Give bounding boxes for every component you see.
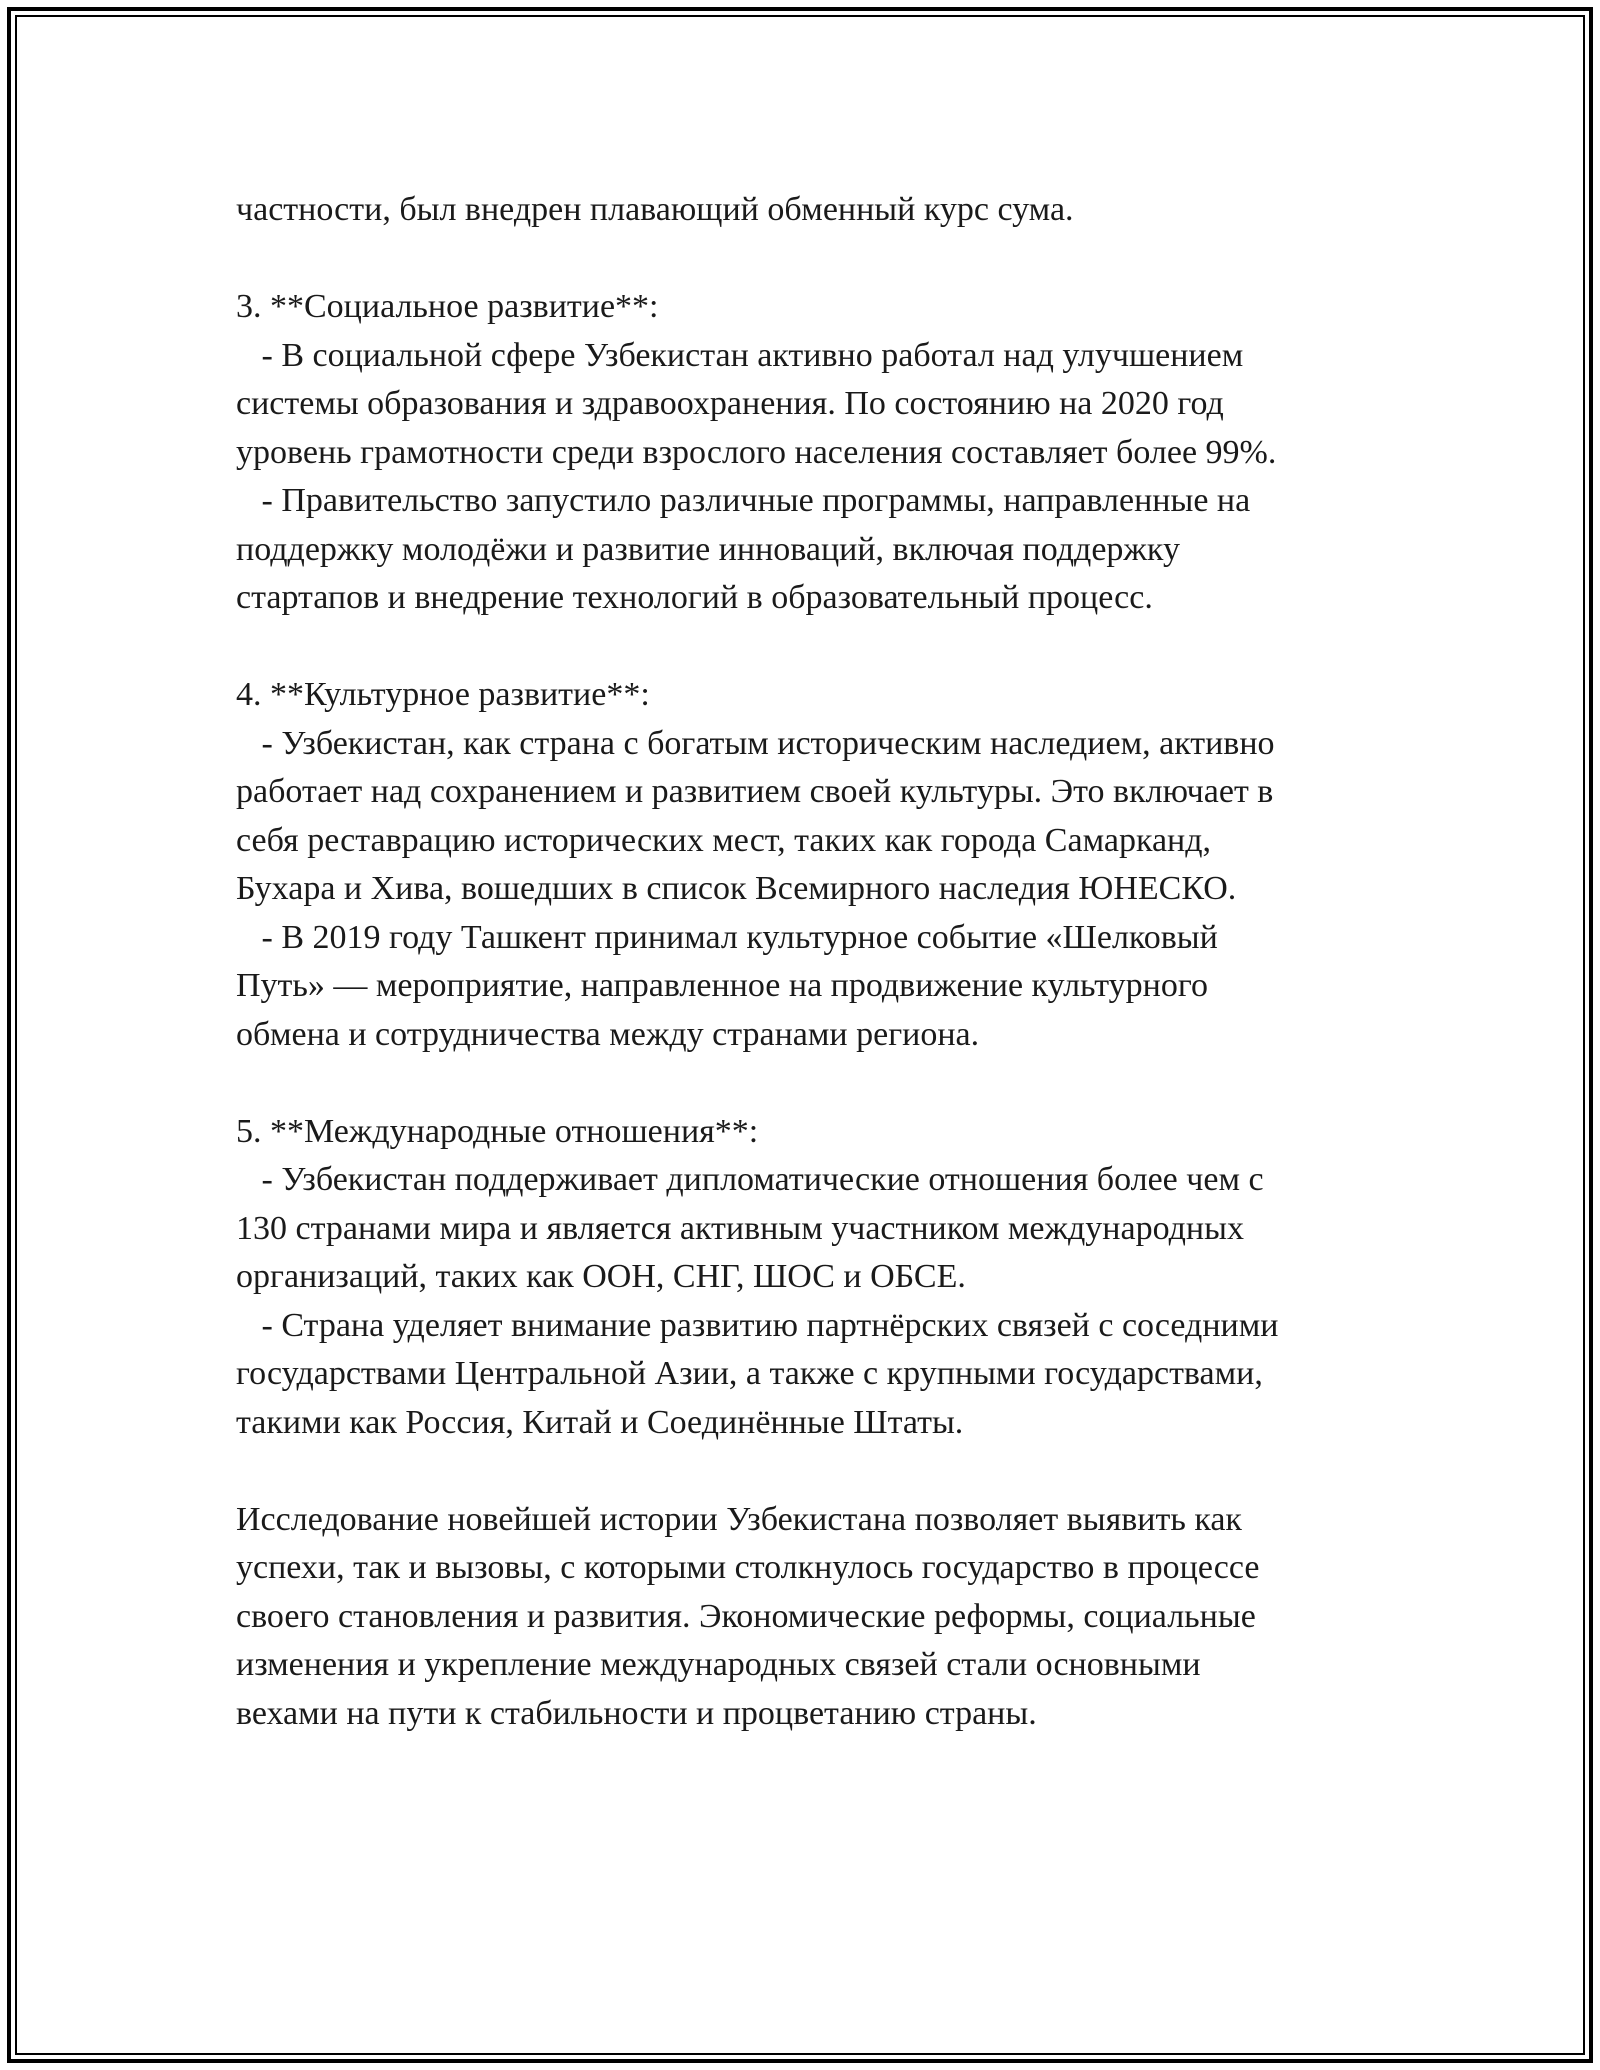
paragraph-gap <box>236 1059 1396 1108</box>
text-line: поддержку молодёжи и развитие инноваций, включая поддержку <box>236 530 1180 568</box>
text-line: обмена и сотрудничества между странами региона. <box>236 1015 980 1053</box>
conclusion-line: изменения и укрепление международных связей стали основными <box>236 1646 1201 1683</box>
text-line: государствами Центральной Азии, а также с крупными государствами, <box>236 1355 1263 1392</box>
text-line: уровень грамотности среди взрослого населения составляет более 99%. <box>236 433 1277 471</box>
text-line: - В социальной сфере Узбекистан активно работал над улучшением <box>236 336 1244 374</box>
conclusion-line: вехами на пути к стабильности и процветанию страны. <box>236 1694 1037 1732</box>
text-line: организаций, таких как ООН, СНГ, ШОС и ОБСЕ. <box>236 1258 966 1295</box>
document-text <box>236 186 1396 1738</box>
text-line: - Страна уделяет внимание развитию партнёрских связей с соседними <box>236 1306 1279 1344</box>
text-line: частности, был внедрен плавающий обменный курс сума. <box>236 191 1074 228</box>
conclusion-line: успехи, так и вызовы, с которыми столкнулось государство в процессе <box>236 1549 1260 1586</box>
text-line: - Правительство запустило различные программы, направленные на <box>236 482 1251 519</box>
text-line: Бухара и Хива, вошедших в список Всемирного наследия ЮНЕСКО. <box>236 870 1237 907</box>
text-line: такими как Россия, Китай и Соединённые Штаты. <box>236 1403 964 1441</box>
text-line: стартапов и внедрение технологий в образовательный процесс. <box>236 579 1153 616</box>
conclusion-line: Исследование новейшей истории Узбекистана позволяет выявить как <box>236 1500 1242 1538</box>
paragraph-gap <box>236 623 1396 672</box>
text-line: системы образования и здравоохранения. По состоянию на 2020 год <box>236 385 1224 422</box>
text-line: 130 странами мира и является активным участником международных <box>236 1209 1244 1247</box>
conclusion-line: своего становления и развития. Экономические реформы, социальные <box>236 1597 1256 1635</box>
text-line: Путь» — мероприятие, направленное на продвижение культурного <box>236 967 1208 1004</box>
section-heading-social: 3. **Социальное развитие**: <box>236 288 659 325</box>
section-heading-international: 5. **Международные отношения**: <box>236 1112 759 1150</box>
text-line: - Узбекистан поддерживает дипломатические отношения более чем с <box>236 1161 1264 1198</box>
text-line: работает над сохранением и развитием своей культуры. Это включает в <box>236 773 1274 810</box>
paragraph-gap <box>236 235 1396 284</box>
text-line: себя реставрацию исторических мест, таких как города Самарканд, <box>236 821 1212 859</box>
text-line: - Узбекистан, как страна с богатым историческим наследием, активно <box>236 724 1275 762</box>
section-heading-cultural: 4. **Культурное развитие**: <box>236 676 650 713</box>
paragraph-gap <box>236 1447 1396 1496</box>
text-line: - В 2019 году Ташкент принимал культурное событие «Шелковый <box>236 918 1218 956</box>
